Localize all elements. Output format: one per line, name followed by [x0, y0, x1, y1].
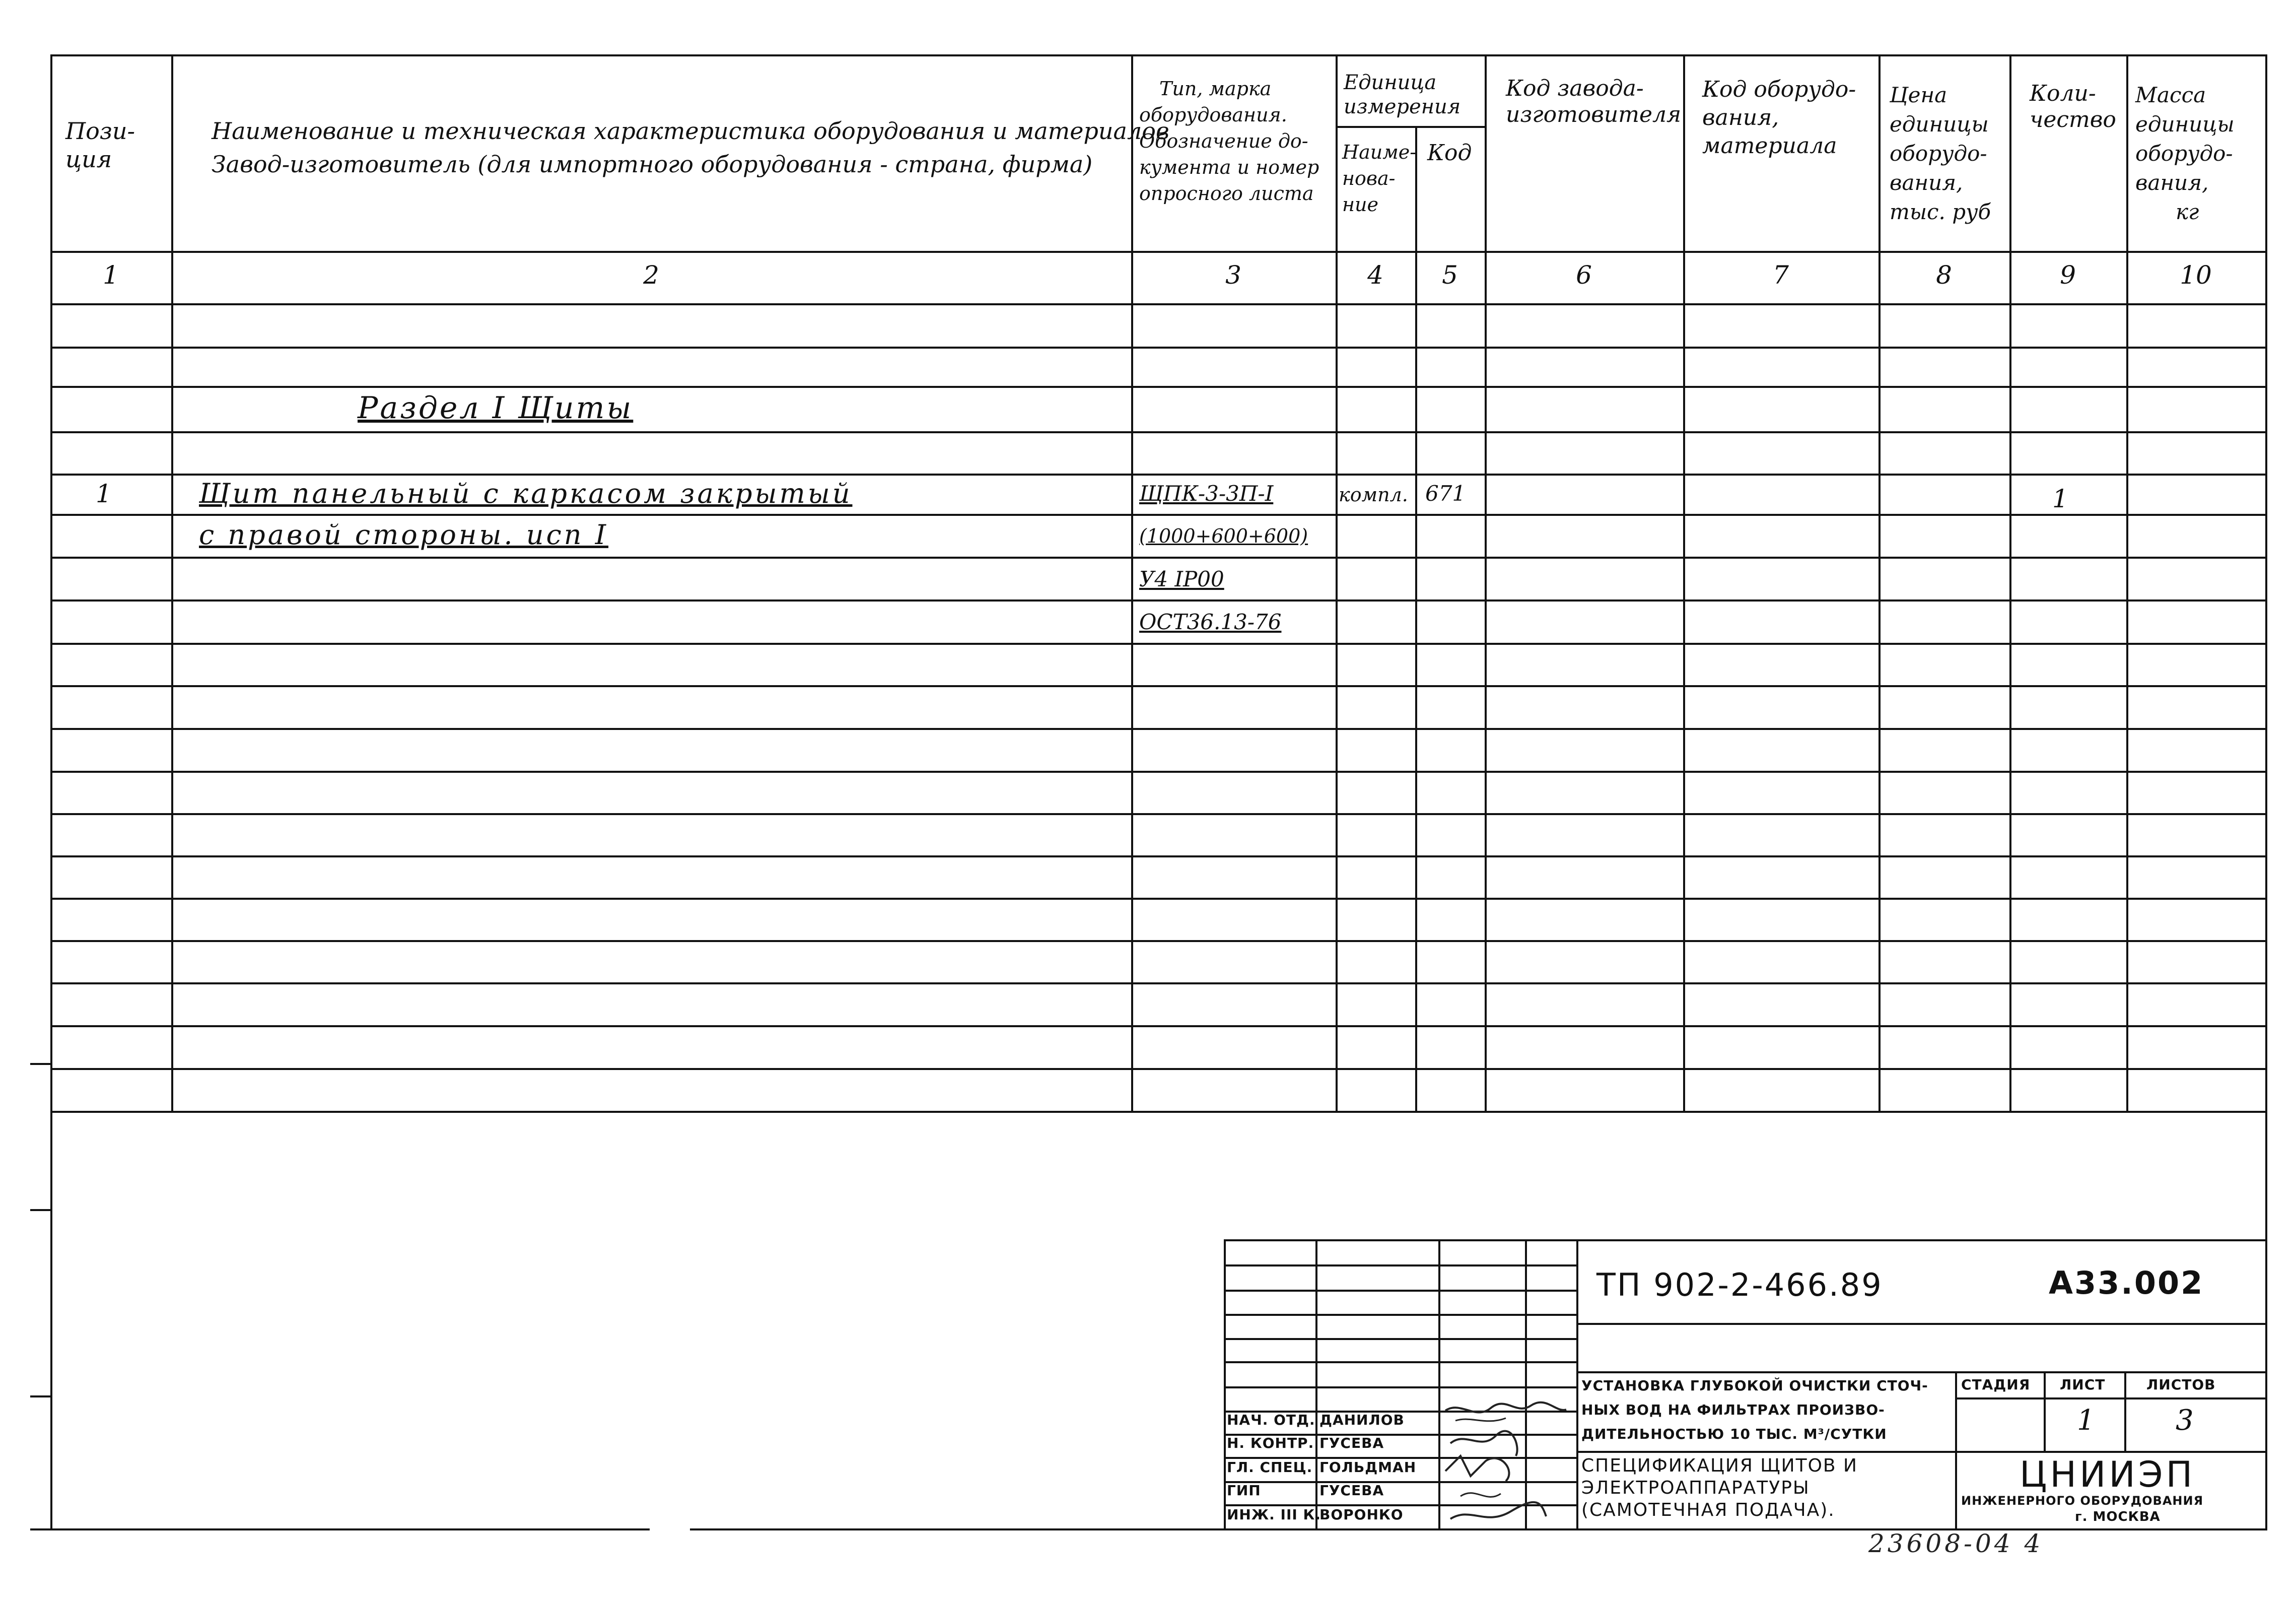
doc-title-line-3: (САМОТЕЧНАЯ ПОДАЧА).: [1581, 1500, 1835, 1520]
colnum-bottom-line: [50, 303, 2267, 305]
sheet-value: 1: [2077, 1404, 2095, 1437]
signer-role-1: НАЧ. ОТД.: [1227, 1412, 1315, 1428]
header-name: Наименование и техническая характеристика оборудования и материалов Завод-изготовитель (для импортного оборудования - страна, фирма): [212, 117, 1169, 178]
colnum-7: 7: [1773, 260, 1789, 290]
item-name-line-1: Щит панельный с каркасом закрытый: [199, 478, 853, 509]
tb-mid-line: [1576, 1239, 1578, 1530]
item-type-line-1: ЩПК-3-3П-I: [1139, 481, 1274, 506]
doc-title-line-1: СПЕЦИФИКАЦИЯ ЩИТОВ И: [1581, 1455, 1858, 1476]
tb-grid-h: [1224, 1338, 1576, 1340]
row-line: [50, 813, 2267, 815]
signer-name-2: ГУСЕВА: [1319, 1435, 1384, 1451]
margin-tick: [30, 1209, 50, 1211]
item-type-line-2: (1000+600+600): [1139, 525, 1308, 547]
row-line: [50, 1111, 2267, 1113]
tb-left-line: [1224, 1239, 1226, 1530]
row-line: [50, 514, 2267, 516]
row-line: [50, 347, 2267, 349]
header-type: Тип, марка оборудования. Обозначение до- кумента и номер опросного листа: [1139, 78, 1319, 205]
col-divider: [1683, 54, 1685, 1112]
tb-grid-h: [1224, 1314, 1576, 1316]
row-line: [50, 940, 2267, 942]
colnum-4: 4: [1367, 260, 1383, 290]
header-maker-code: Код завода- изготовителя: [1506, 76, 1682, 127]
tb-right-h: [1576, 1451, 2267, 1453]
item-unit-name: компл.: [1339, 484, 1408, 506]
sheets-label: ЛИСТОВ: [2146, 1376, 2216, 1393]
row-line: [50, 599, 2267, 602]
item-quantity: 1: [2052, 484, 2068, 513]
tb-grid-h: [1224, 1361, 1576, 1363]
row-line: [50, 643, 2267, 645]
tb-right-v: [2124, 1371, 2126, 1451]
signer-name-4: ГУСЕВА: [1319, 1482, 1384, 1499]
description-line-1: УСТАНОВКА ГЛУБОКОЙ ОЧИСТКИ СТОЧ-: [1581, 1377, 1928, 1394]
project-code: ТП 902-2-466.89: [1596, 1266, 1883, 1303]
row-line: [50, 771, 2267, 773]
row-line: [50, 474, 2267, 476]
header-quantity: Коли- чество: [2030, 81, 2116, 132]
header-equipment-code: Код оборудо- вания, материала: [1702, 77, 1856, 159]
colnum-1: 1: [103, 260, 119, 290]
tb-top-line: [1224, 1239, 2267, 1241]
row-line: [50, 982, 2267, 984]
col-divider: [1878, 54, 1881, 1112]
colnum-2: 2: [643, 260, 659, 290]
org-city: г. МОСКВА: [2075, 1509, 2161, 1524]
colnum-8: 8: [1936, 260, 1952, 290]
margin-tick: [30, 1063, 50, 1065]
colnum-5: 5: [1442, 260, 1458, 290]
org-sub: ИНЖЕНЕРНОГО ОБОРУДОВАНИЯ: [1961, 1494, 2204, 1508]
colnum-10: 10: [2180, 260, 2212, 290]
col-divider: [2126, 54, 2128, 1112]
tb-right-h: [1955, 1397, 2267, 1399]
margin-tick: [30, 1395, 50, 1397]
col-divider: [2009, 54, 2011, 1112]
tb-grid-h: [1224, 1290, 1576, 1292]
right-border: [2265, 54, 2267, 1530]
sheets-value: 3: [2176, 1404, 2194, 1437]
stage-label: СТАДИЯ: [1961, 1376, 2031, 1393]
org-name: ЦНИИЭП: [2020, 1454, 2196, 1495]
sheet-code: А33.002: [2049, 1264, 2204, 1301]
sheet-label: ЛИСТ: [2060, 1376, 2106, 1393]
row-line: [50, 1025, 2267, 1027]
tb-right-h: [1576, 1371, 2267, 1373]
signer-name-3: ГОЛЬДМАН: [1319, 1459, 1417, 1476]
row-line: [50, 685, 2267, 687]
frame-bottom-left: [30, 1528, 650, 1530]
description-line-3: ДИТЕЛЬНОСТЬЮ 10 ТЫС. М³/СУТКИ: [1581, 1426, 1887, 1442]
item-type-line-3: У4 IP00: [1139, 567, 1224, 591]
row-line: [50, 557, 2267, 559]
row-line: [50, 431, 2267, 433]
signatures-image: [1440, 1395, 1571, 1531]
tb-right-v: [1955, 1371, 1957, 1530]
signer-role-5: ИНЖ. III К.: [1227, 1506, 1321, 1523]
colnum-3: 3: [1225, 260, 1241, 290]
description-line-2: НЫХ ВОД НА ФИЛЬТРАХ ПРОИЗВО-: [1581, 1402, 1885, 1418]
col-divider: [1336, 54, 1338, 1112]
header-unit-name: Наиме- нова- ние: [1342, 141, 1417, 216]
tb-grid-h: [1224, 1386, 1576, 1388]
item-type-line-4: ОСТ36.13-76: [1139, 610, 1282, 634]
footer-note: 23608-04 4: [1868, 1529, 2044, 1558]
tb-right-v: [2044, 1371, 2046, 1451]
doc-title-line-2: ЭЛЕКТРОАППАРАТУРЫ: [1581, 1478, 1810, 1498]
colnum-9: 9: [2060, 260, 2076, 290]
tb-right-h: [1576, 1323, 2267, 1325]
row-line: [50, 728, 2267, 730]
col-divider: [171, 54, 173, 1112]
signer-role-4: ГИП: [1227, 1482, 1261, 1499]
row-line: [50, 386, 2267, 388]
col-divider: [1131, 54, 1133, 1112]
tb-grid-v: [1315, 1239, 1317, 1530]
colnum-6: 6: [1576, 260, 1592, 290]
item-name-line-2: с правой стороны. исп I: [199, 519, 609, 551]
header-position: Пози- ция: [65, 117, 135, 173]
header-bottom-line: [50, 251, 2267, 253]
col-divider: [1485, 54, 1487, 1112]
signer-name-5: ВОРОНКО: [1319, 1506, 1404, 1523]
tb-grid-h: [1224, 1264, 1576, 1266]
row-line: [50, 898, 2267, 900]
row-line: [50, 855, 2267, 857]
signer-name-1: ДАНИЛОВ: [1319, 1412, 1405, 1428]
item-unit-code: 671: [1425, 481, 1466, 506]
item-position: 1: [96, 479, 112, 508]
row-line: [50, 1068, 2267, 1070]
header-unit: Единица измерения: [1344, 71, 1461, 118]
table-top-border: [50, 54, 2267, 56]
header-price: Цена единицы оборудо- вания, тыс. руб: [1890, 83, 1991, 224]
signer-role-2: Н. КОНТР.: [1227, 1435, 1314, 1451]
unit-subheader-line: [1336, 126, 1485, 128]
signer-role-3: ГЛ. СПЕЦ.: [1227, 1459, 1313, 1476]
header-mass: Масса единицы оборудо- вания, кг: [2135, 83, 2235, 224]
header-unit-code: Код: [1427, 140, 1472, 166]
section-title: Раздел I Щиты: [358, 390, 634, 426]
